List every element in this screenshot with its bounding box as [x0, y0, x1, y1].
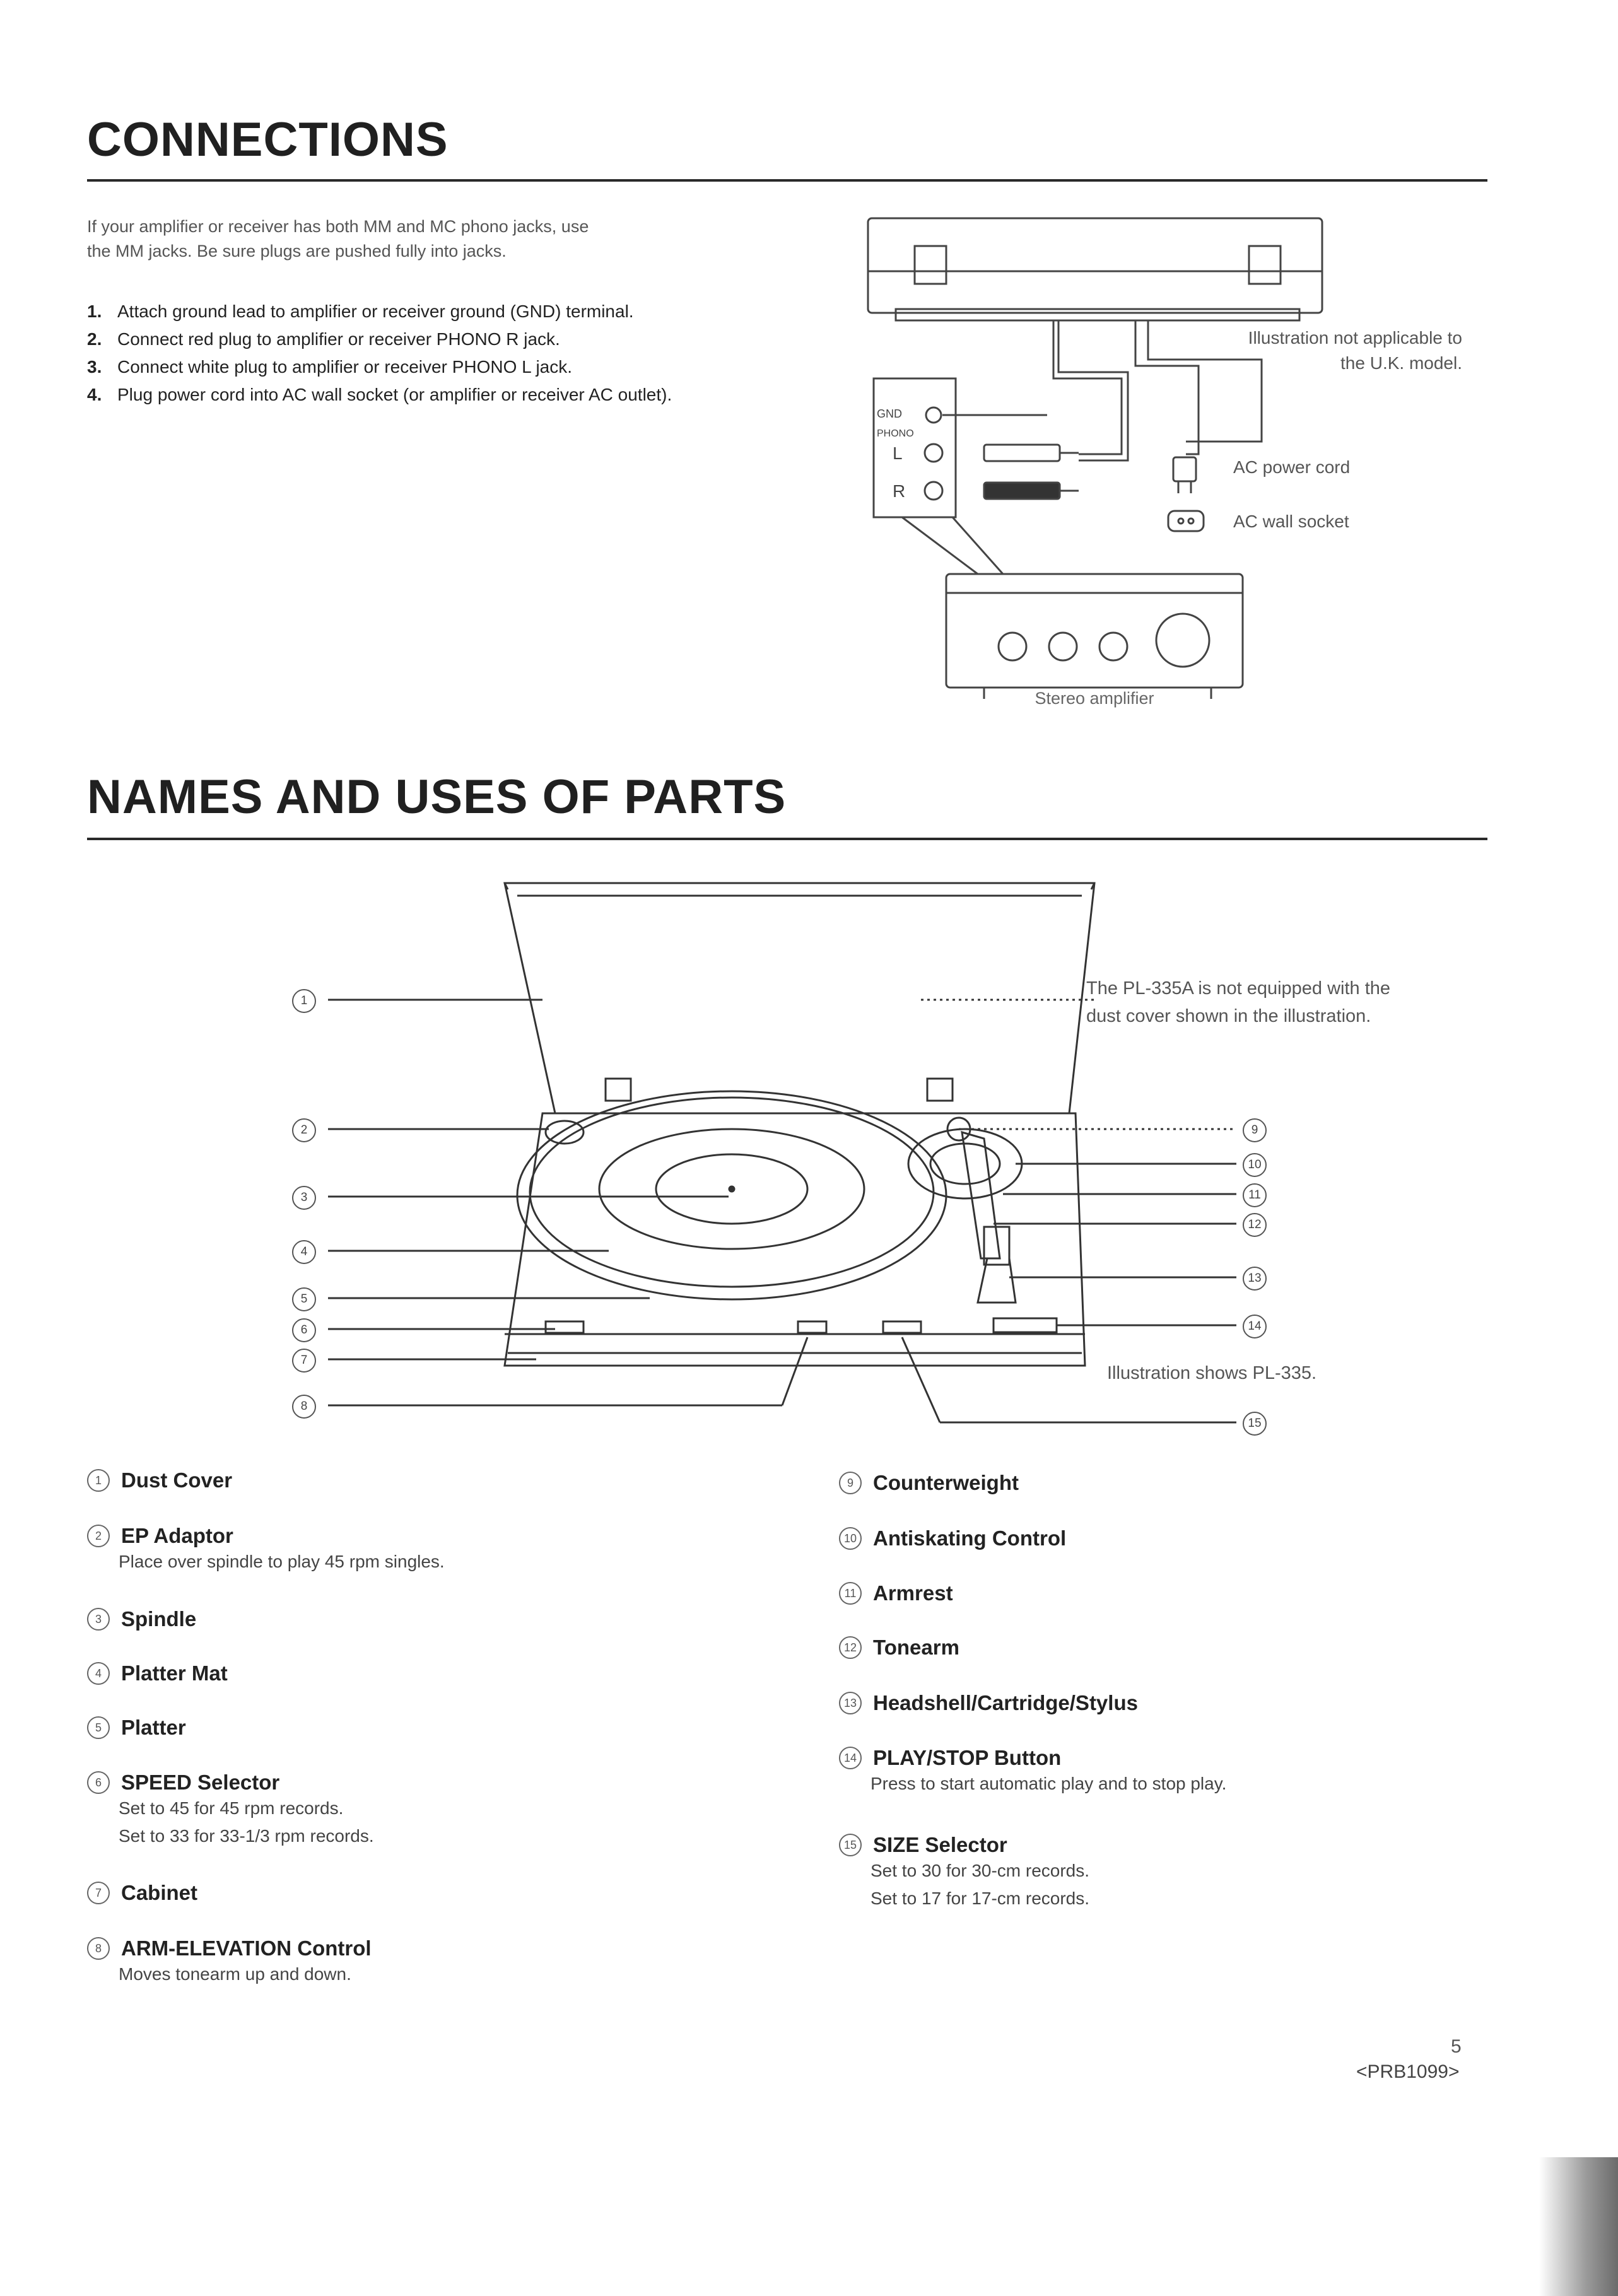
- phono-panel: [874, 378, 956, 517]
- part-number: 9: [839, 1472, 862, 1494]
- step-text: Plug power cord into AC wall socket (or amplifier or receiver AC outlet).: [117, 385, 672, 404]
- callout-6: 6: [292, 1318, 316, 1342]
- step-text: Connect red plug to amplifier or receiver PHONO R jack.: [117, 329, 560, 349]
- part-desc: Moves tonearm up and down.: [119, 1964, 351, 1984]
- uk-note-line2: the U.K. model.: [1340, 353, 1462, 373]
- step-number: 3.: [87, 357, 102, 377]
- note-line: The PL-335A is not equipped with the: [1086, 978, 1391, 999]
- illustration-note: Illustration shows PL-335.: [1107, 1363, 1317, 1383]
- callout-8: 8: [292, 1395, 316, 1419]
- part-name: EP Adaptor: [121, 1524, 233, 1547]
- stereo-amplifier-drawing: [946, 574, 1243, 688]
- part-name: PLAY/STOP Button: [873, 1746, 1062, 1769]
- part-item: [839, 1833, 1533, 1912]
- page-number: 5: [1451, 2036, 1462, 2057]
- play-stop-drawing: [994, 1318, 1057, 1332]
- part-item: [87, 1607, 781, 1631]
- turntable-diagram: [278, 874, 1413, 1441]
- part-name: SIZE Selector: [873, 1833, 1007, 1856]
- part-number: 1: [87, 1469, 110, 1492]
- part-name: Armrest: [873, 1581, 953, 1605]
- callout-11: 11: [1243, 1183, 1267, 1207]
- hinge-left: [915, 246, 946, 284]
- callout-3: 3: [292, 1186, 316, 1210]
- part-item: [87, 1468, 781, 1492]
- step-text: Attach ground lead to amplifier or receiver ground (GND) terminal.: [117, 302, 634, 321]
- step-text: Connect white plug to amplifier or receiver PHONO L jack.: [117, 357, 573, 377]
- jack-l-label: L: [893, 443, 903, 463]
- jack-r-label: R: [893, 481, 906, 501]
- document-code: <PRB1099>: [1356, 2061, 1460, 2082]
- part-number: 4: [87, 1662, 110, 1685]
- part-desc: Set to 45 for 45 rpm records.: [119, 1798, 344, 1818]
- callout-15: 15: [1243, 1412, 1267, 1436]
- part-desc: Set to 17 for 17-cm records.: [871, 1889, 1090, 1908]
- part-number: 13: [839, 1692, 862, 1714]
- part-number: 6: [87, 1771, 110, 1794]
- part-number: 14: [839, 1747, 862, 1769]
- callout-12: 12: [1243, 1213, 1267, 1237]
- part-number: 15: [839, 1834, 862, 1856]
- dust-cover-note: [1086, 975, 1390, 1030]
- part-item: [87, 1524, 781, 1576]
- part-number: 10: [839, 1527, 862, 1550]
- connections-heading: CONNECTIONS: [87, 113, 448, 167]
- callout-9: 9: [1243, 1118, 1267, 1142]
- dust-cover-drawing: [505, 883, 1094, 1113]
- intro-line: If your amplifier or receiver has both MM and MC phono jacks, use: [87, 217, 589, 236]
- part-item: [839, 1526, 1533, 1550]
- part-item: [87, 1716, 781, 1740]
- part-number: 5: [87, 1716, 110, 1739]
- part-item: [87, 1881, 781, 1905]
- section-divider: [87, 838, 1487, 840]
- part-item: [87, 1771, 781, 1850]
- stereo-amplifier-label: Stereo amplifier: [1035, 689, 1154, 708]
- part-item: [839, 1746, 1533, 1798]
- ac-power-cord-label: AC power cord: [1233, 457, 1351, 477]
- connections-intro: [87, 214, 781, 264]
- part-item: [839, 1691, 1533, 1715]
- section-divider: [87, 179, 1487, 182]
- callout-4: 4: [292, 1240, 316, 1264]
- part-name: Headshell/Cartridge/Stylus: [873, 1691, 1138, 1714]
- part-desc: Set to 33 for 33-1/3 rpm records.: [119, 1826, 374, 1846]
- part-desc: Place over spindle to play 45 rpm singles.: [119, 1552, 445, 1571]
- part-name: Spindle: [121, 1607, 197, 1631]
- step-item: [87, 298, 768, 325]
- connection-steps: [87, 298, 768, 409]
- ac-wall-socket-label: AC wall socket: [1233, 512, 1349, 531]
- part-number: 11: [839, 1582, 862, 1605]
- intro-line: the MM jacks. Be sure plugs are pushed fully into jacks.: [87, 242, 507, 261]
- part-name: Cabinet: [121, 1881, 198, 1904]
- part-name: Counterweight: [873, 1471, 1019, 1494]
- part-item: [87, 1661, 781, 1685]
- step-number: 2.: [87, 329, 102, 349]
- callout-13: 13: [1243, 1267, 1267, 1291]
- connection-diagram: [858, 214, 1489, 719]
- spindle-drawing: [729, 1186, 734, 1192]
- tonearm-drawing: [962, 1132, 1000, 1258]
- step-item: [87, 381, 768, 409]
- power-plug: [1173, 457, 1196, 481]
- gnd-label: GND: [877, 407, 902, 420]
- part-desc: Set to 30 for 30-cm records.: [871, 1861, 1090, 1880]
- hinge-right: [1249, 246, 1281, 284]
- wall-socket: [1168, 511, 1204, 531]
- part-number: 12: [839, 1636, 862, 1659]
- part-number: 8: [87, 1937, 110, 1960]
- phono-label: PHONO: [877, 428, 914, 439]
- part-name: ARM-ELEVATION Control: [121, 1936, 372, 1960]
- step-item: [87, 325, 768, 353]
- step-number: 1.: [87, 302, 102, 321]
- uk-note-line1: Illustration not applicable to: [1248, 328, 1462, 348]
- part-number: 7: [87, 1882, 110, 1904]
- step-number: 4.: [87, 385, 102, 404]
- part-item: [87, 1936, 781, 1988]
- callout-7: 7: [292, 1349, 316, 1373]
- note-line: dust cover shown in the illustration.: [1086, 1006, 1371, 1026]
- callout-14: 14: [1243, 1315, 1267, 1338]
- part-name: SPEED Selector: [121, 1771, 280, 1794]
- part-number: 2: [87, 1525, 110, 1547]
- turntable-back: [868, 218, 1322, 313]
- part-item: [839, 1581, 1533, 1605]
- platter-drawing: [517, 1091, 946, 1299]
- part-name: Platter Mat: [121, 1661, 228, 1685]
- part-name: Dust Cover: [121, 1468, 233, 1492]
- step-item: [87, 353, 768, 381]
- part-item: [839, 1636, 1533, 1660]
- parts-heading: NAMES AND USES OF PARTS: [87, 770, 787, 824]
- part-item: [839, 1471, 1533, 1495]
- part-name: Tonearm: [873, 1636, 959, 1659]
- callout-10: 10: [1243, 1153, 1267, 1177]
- part-name: Antiskating Control: [873, 1526, 1067, 1550]
- part-desc: Press to start automatic play and to stop play.: [871, 1774, 1227, 1793]
- callout-2: 2: [292, 1118, 316, 1142]
- part-number: 3: [87, 1608, 110, 1631]
- callout-5: 5: [292, 1287, 316, 1311]
- callout-1: 1: [292, 989, 316, 1013]
- scan-shadow: [1539, 2157, 1618, 2296]
- part-name: Platter: [121, 1716, 186, 1739]
